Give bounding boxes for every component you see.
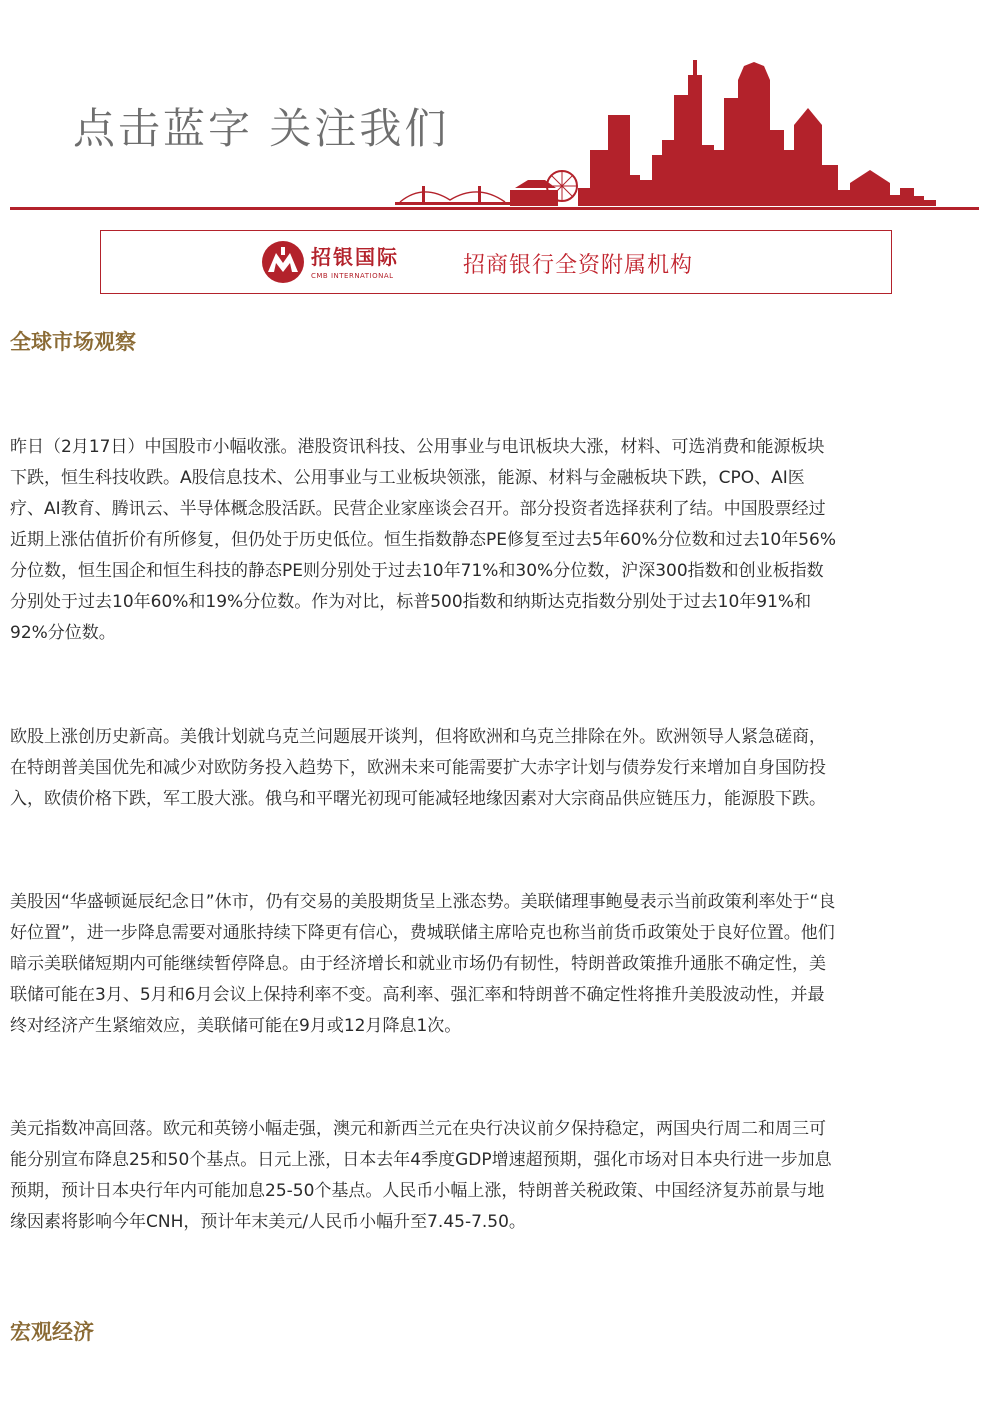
logo-chinese-name: 招银国际 <box>311 245 399 269</box>
paragraph-line: 联储可能在3月、5月和6月会议上保持利率不变。高利率、强汇率和特朗普不确定性将推升美股波动性，并最 <box>10 985 825 1005</box>
paragraph-line: 分位数，恒生国企和恒生科技的静态PE则分别处于过去10年71%和30%分位数，沪深300指数和创业板指数 <box>10 561 824 581</box>
brand-tagline: 招商银行全资附属机构 <box>463 253 694 278</box>
paragraph-line: 暗示美联储短期内可能继续暂停降息。由于经济增长和就业市场仍有韧性，特朗普政策推升通胀不确定性，美 <box>10 954 826 974</box>
paragraph-line: 下跌，恒生科技收跌。A股信息技术、公用事业与工业板块领涨，能源、材料与金融板块下跌，CPO、AI医 <box>10 468 805 488</box>
paragraph-line: 能分别宣布降息25和50个基点。日元上涨，日本去年4季度GDP增速超预期，强化市场对日本央行进一步加息 <box>10 1150 832 1170</box>
brand-box <box>100 230 892 294</box>
paragraph-line: 欧股上涨创历史新高。美俄计划就乌克兰问题展开谈判，但将欧洲和乌克兰排除在外。欧洲领导人紧急磋商， <box>10 727 826 747</box>
paragraph-line: 入，欧债价格下跌，军工股大涨。俄乌和平曙光初现可能减轻地缘因素对大宗商品供应链压力，能源股下跌。 <box>10 789 826 809</box>
paragraph-line: 昨日（2月17日）中国股市小幅收涨。港股资讯科技、公用事业与电讯板块大涨，材料、可选消费和能源板块 <box>10 437 825 457</box>
paragraph-line: 疗、AI教育、腾讯云、半导体概念股活跃。民营企业家座谈会召开。部分投资者选择获利了结。中国股票经过 <box>10 499 826 519</box>
paragraph-line: 缘因素将影响今年CNH，预计年末美元/人民币小幅升至7.45-7.50。 <box>10 1212 526 1232</box>
paragraph-line: 92%分位数。 <box>10 623 116 643</box>
paragraph-china-markets <box>10 432 985 649</box>
paragraph-line: 美股因“华盛顿诞辰纪念日”休市，仍有交易的美股期货呈上涨态势。美联储理事鲍曼表示当前政策利率处于“良 <box>10 892 836 912</box>
paragraph-line: 美元指数冲高回落。欧元和英镑小幅走强，澳元和新西兰元在央行决议前夕保持稳定，两国央行周二和周三可 <box>10 1119 826 1139</box>
header-banner <box>0 0 992 215</box>
paragraph-line: 在特朗普美国优先和减少对欧防务投入趋势下，欧洲未来可能需要扩大赤字计划与债券发行来增加自身国防投 <box>10 758 826 778</box>
paragraph-line: 好位置”，进一步降息需要对通胀持续下降更有信心，费城联储主席哈克也称当前货币政策处于良好位置。他们 <box>10 923 835 943</box>
logo-english-name: CMB INTERNATIONAL <box>311 272 394 280</box>
paragraph-line: 预期，预计日本央行年内可能加息25-50个基点。人民币小幅上涨，特朗普关税政策、中国经济复苏前景与地 <box>10 1181 825 1201</box>
paragraph-us-markets <box>10 887 985 1042</box>
banner-title: 点击蓝字 关注我们 <box>73 104 450 153</box>
section-heading-global-market: 全球市场观察 <box>10 330 136 354</box>
paragraph-line: 近期上涨估值折价有所修复，但仍处于历史低位。恒生指数静态PE修复至过去5年60%分位数和过去10年56% <box>10 530 837 550</box>
paragraph-line: 分别处于过去10年60%和19%分位数。作为对比，标普500指数和纳斯达克指数分别处于过去10年91%和 <box>10 592 812 612</box>
section-heading-macro-economy: 宏观经济 <box>10 1320 94 1344</box>
paragraph-line: 终对经济产生紧缩效应，美联储可能在9月或12月降息1次。 <box>10 1016 462 1036</box>
paragraph-currency-markets <box>10 1114 985 1238</box>
paragraph-european-markets <box>10 722 985 815</box>
cmb-logo-icon <box>261 240 305 284</box>
